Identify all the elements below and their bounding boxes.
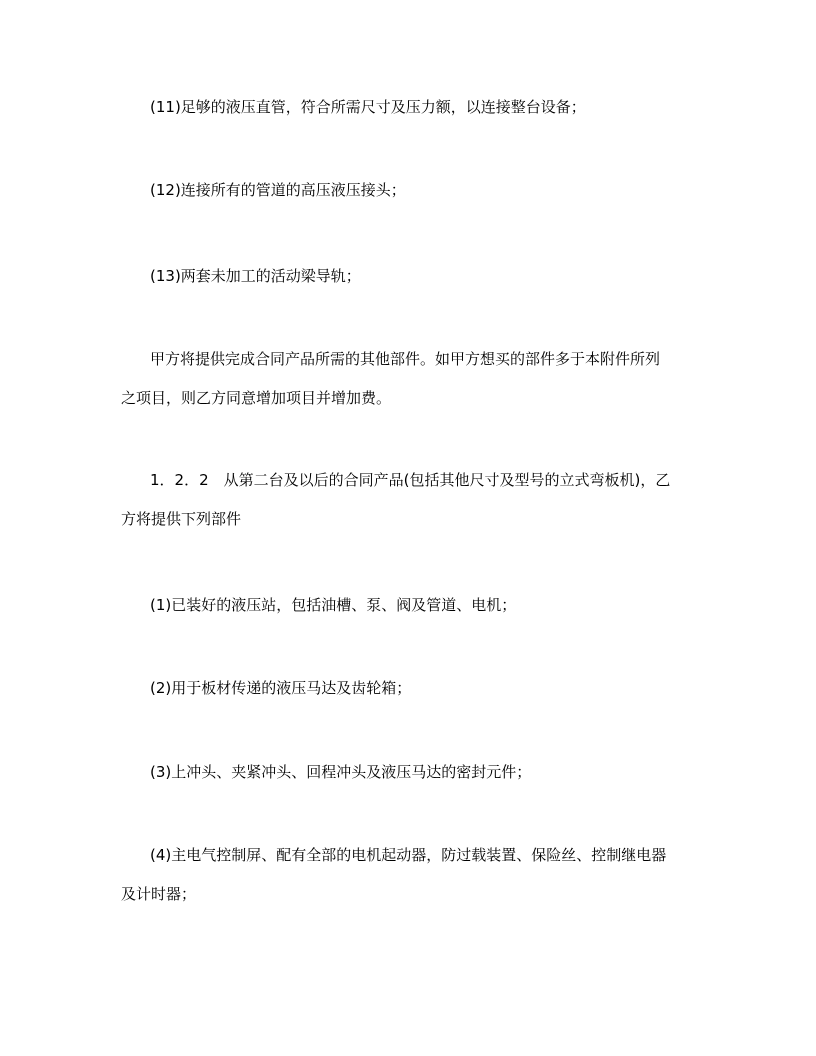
paragraph-item-12 — [121, 171, 701, 210]
paragraph-line: 及计时器； — [121, 885, 197, 903]
paragraph-line: (3)上冲头、夹紧冲头、回程冲头及液压马达的密封元件； — [150, 763, 532, 781]
paragraph-item-2 — [121, 669, 701, 708]
paragraph-item-4 — [121, 836, 701, 914]
paragraph-item-11 — [121, 88, 701, 127]
paragraph-line: 1．2．2 从第二台及以后的合同产品(包括其他尺寸及型号的立式弯板机)，乙 — [150, 471, 671, 489]
paragraph-line: (4)主电气控制屏、配有全部的电机起动器，防过载装置、保险丝、控制继电器 — [150, 846, 667, 864]
paragraph-line: (1)已装好的液压站，包括油槽、泵、阀及管道、电机； — [150, 596, 517, 614]
paragraph-line: (2)用于板材传递的液压马达及齿轮箱； — [150, 679, 412, 697]
paragraph-item-13 — [121, 257, 701, 296]
paragraph-line: (12)连接所有的管道的高压液压接头； — [150, 181, 406, 199]
paragraph-line: (13)两套未加工的活动梁导轨； — [150, 267, 361, 285]
paragraph-line: (11)足够的液压直管，符合所需尺寸及压力额，以连接整台设备； — [150, 98, 586, 116]
paragraph-line: 方将提供下列部件 — [121, 510, 242, 528]
paragraph-line: 之项目，则乙方同意增加项目并增加费。 — [121, 389, 392, 407]
paragraph-party-a-parts — [121, 340, 701, 418]
paragraph-item-1 — [121, 586, 701, 625]
paragraph-section-1-2-2 — [121, 461, 701, 539]
paragraph-item-3 — [121, 753, 701, 792]
paragraph-line: 甲方将提供完成合同产品所需的其他部件。如甲方想买的部件多于本附件所列 — [150, 350, 661, 368]
